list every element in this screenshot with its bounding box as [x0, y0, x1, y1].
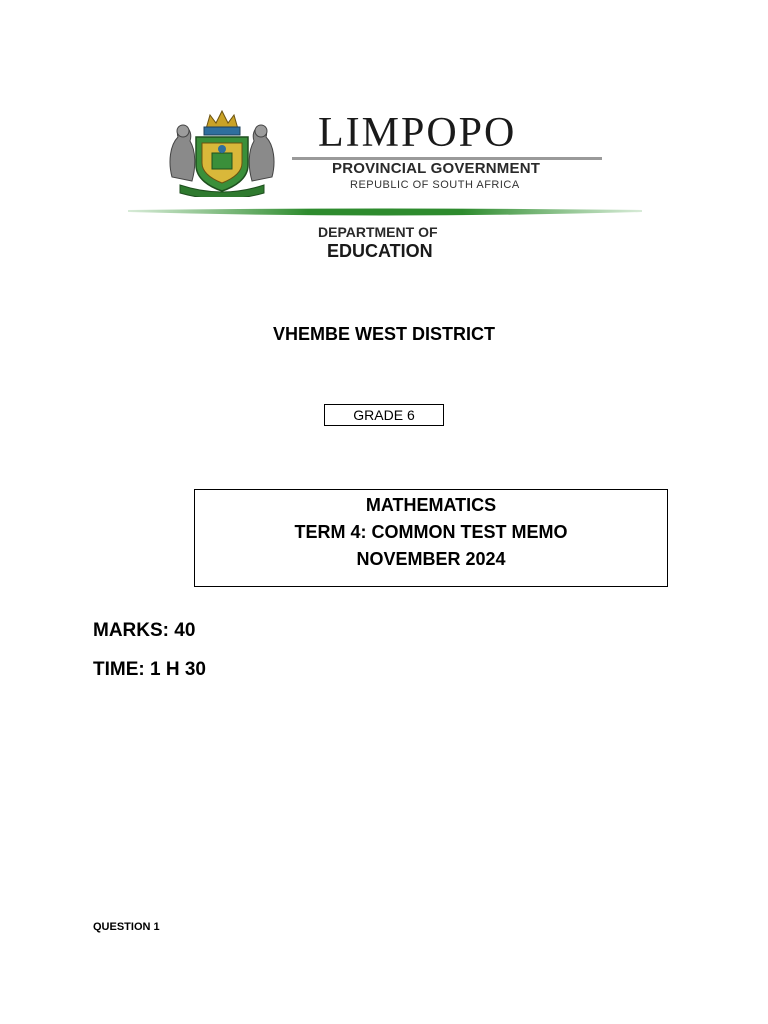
- test-date-line: NOVEMBER 2024: [356, 549, 506, 569]
- green-swoosh-divider: [128, 203, 642, 219]
- logo-country: REPUBLIC OF SOUTH AFRICA: [350, 179, 520, 191]
- coat-of-arms-icon: [166, 107, 278, 197]
- logo-title: LIMPOPO: [318, 110, 517, 156]
- department-line-2: EDUCATION: [327, 241, 433, 261]
- logo-subtitle: PROVINCIAL GOVERNMENT: [332, 160, 541, 177]
- time-label: TIME: 1 H 30: [93, 659, 206, 680]
- subject-line: MATHEMATICS: [365, 495, 497, 515]
- question-heading: QUESTION 1: [93, 921, 160, 933]
- marks-label: MARKS: 40: [93, 620, 196, 641]
- department-line-1: DEPARTMENT OF: [318, 224, 438, 240]
- grade-box: GRADE 6: [324, 404, 444, 426]
- subject-box: [194, 489, 668, 587]
- test-title-line: TERM 4: COMMON TEST MEMO: [294, 522, 568, 542]
- district-title: VHEMBE WEST DISTRICT: [272, 324, 495, 344]
